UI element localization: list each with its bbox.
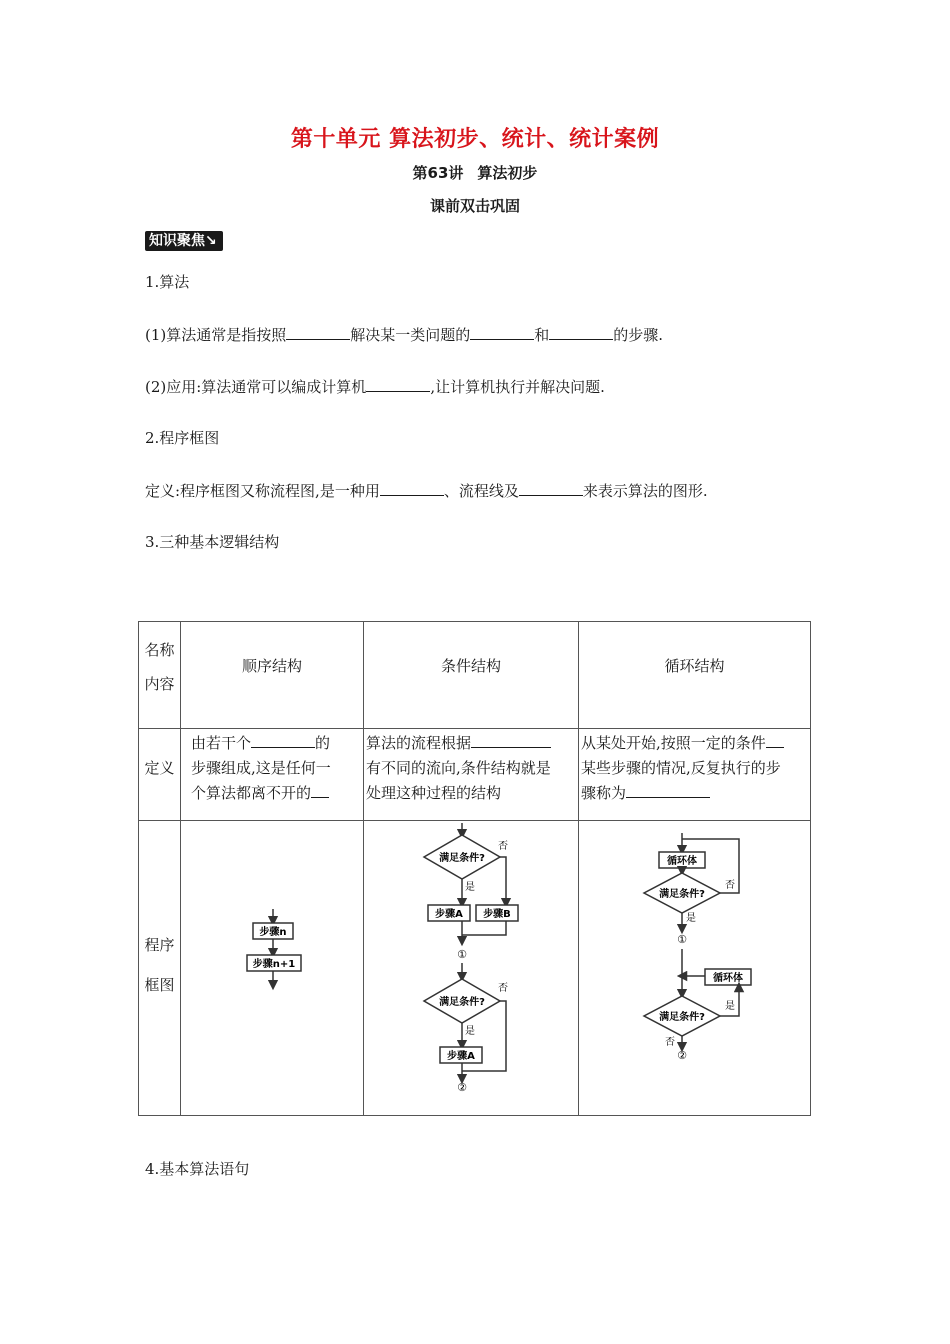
fill-blank[interactable] bbox=[251, 731, 315, 748]
step-a-label-2: 步骤A bbox=[447, 1051, 475, 1062]
text-part: 有不同的流向,条件结构就是 bbox=[366, 759, 551, 777]
fill-blank[interactable] bbox=[366, 375, 430, 392]
item-1b bbox=[145, 375, 605, 398]
sequential-flowchart bbox=[181, 821, 363, 1111]
step-n1-label: 步骤n+1 bbox=[252, 959, 296, 970]
loop-condition-label: 满足条件? bbox=[659, 889, 705, 900]
knowledge-badge: 知识聚焦↘ bbox=[145, 231, 223, 251]
item-4-heading: 4.基本算法语句 bbox=[145, 1160, 250, 1178]
header-name-line2: 内容 bbox=[144, 675, 175, 693]
definition-sequential bbox=[181, 729, 364, 821]
header-name-cell bbox=[139, 622, 181, 729]
connector-2: ② bbox=[457, 1081, 467, 1094]
section-title: 课前双击巩固 bbox=[429, 197, 520, 215]
yes-label: 是 bbox=[465, 882, 475, 893]
loop-body-label-2: 循环体 bbox=[713, 973, 743, 984]
text-part: 个算法都离不开的 bbox=[191, 784, 312, 802]
loop-yes-label-2: 是 bbox=[725, 1001, 735, 1012]
header-loop: 循环结构 bbox=[579, 622, 811, 729]
loop-condition-label-2: 满足条件? bbox=[659, 1012, 705, 1023]
lecture-heading bbox=[0, 162, 950, 183]
text-part: 从某处开始,按照一定的条件 bbox=[581, 734, 766, 752]
fill-blank[interactable] bbox=[380, 479, 444, 496]
connector-1: ① bbox=[457, 948, 467, 961]
text-part: 的 bbox=[315, 734, 331, 752]
conditional-flowchart bbox=[364, 821, 578, 1111]
step-n-label: 步骤n bbox=[259, 927, 287, 938]
conditional-flowchart-cell bbox=[364, 821, 579, 1116]
text-part: 某些步骤的情况,反复执行的步 bbox=[581, 759, 781, 777]
text-part: 和 bbox=[534, 326, 550, 344]
loop-no-label: 否 bbox=[725, 880, 735, 891]
item-1a bbox=[145, 323, 663, 346]
fill-blank[interactable] bbox=[286, 323, 350, 340]
text-part: 处理这种过程的结构 bbox=[366, 784, 502, 802]
table-header-row bbox=[139, 622, 811, 729]
text-part: (2)应用:算法通常可以编成计算机 bbox=[145, 378, 367, 396]
loop-yes-label: 是 bbox=[686, 913, 696, 924]
flowchart-label bbox=[139, 821, 181, 1116]
fill-blank[interactable] bbox=[311, 781, 329, 798]
condition-label: 满足条件? bbox=[439, 853, 485, 864]
fill-blank[interactable] bbox=[549, 323, 613, 340]
text-part: 步骤组成,这是任何一 bbox=[191, 759, 331, 777]
fill-blank[interactable] bbox=[766, 731, 784, 748]
flowchart-label-line1: 程序 bbox=[144, 936, 175, 954]
fill-blank[interactable] bbox=[471, 731, 551, 748]
loop-connector-1: ① bbox=[677, 933, 687, 946]
definition-loop bbox=[579, 729, 811, 821]
text-part: 的步骤. bbox=[613, 326, 664, 344]
structures-table bbox=[138, 621, 811, 1116]
definition-row bbox=[139, 729, 811, 821]
loop-connector-2: ② bbox=[677, 1049, 687, 1062]
lecture-number: 第63讲 bbox=[412, 164, 464, 182]
definition-label: 定义 bbox=[139, 729, 181, 821]
definition-conditional bbox=[364, 729, 579, 821]
header-conditional: 条件结构 bbox=[364, 622, 579, 729]
loop-no-label-2: 否 bbox=[665, 1037, 675, 1048]
text-part: 骤称为 bbox=[581, 784, 627, 802]
item-3-heading: 3.三种基本逻辑结构 bbox=[145, 533, 280, 551]
no-label-2: 否 bbox=[498, 983, 508, 994]
step-b-label: 步骤B bbox=[483, 909, 511, 920]
item-2-heading: 2.程序框图 bbox=[145, 429, 220, 447]
sequential-flowchart-cell bbox=[181, 821, 364, 1116]
flowchart-row bbox=[139, 821, 811, 1116]
loop-flowchart-cell bbox=[579, 821, 811, 1116]
text-part: 定义:程序框图又称流程图,是一种用 bbox=[145, 482, 380, 500]
yes-label-2: 是 bbox=[465, 1026, 475, 1037]
header-name-line1: 名称 bbox=[144, 641, 175, 659]
flowchart-label-line2: 框图 bbox=[144, 976, 175, 994]
lecture-title: 算法初步 bbox=[477, 164, 538, 182]
text-part: 解决某一类问题的 bbox=[350, 326, 471, 344]
no-label: 否 bbox=[498, 841, 508, 852]
fill-blank[interactable] bbox=[519, 479, 583, 496]
item-2a bbox=[145, 479, 708, 502]
header-sequential: 顺序结构 bbox=[181, 622, 364, 729]
unit-title: 第十单元 算法初步、统计、统计案例 bbox=[290, 127, 660, 152]
item-1-heading: 1.算法 bbox=[145, 273, 190, 291]
condition-label-2: 满足条件? bbox=[439, 997, 485, 1008]
fill-blank[interactable] bbox=[470, 323, 534, 340]
text-part: ,让计算机执行并解决问题. bbox=[430, 378, 605, 396]
text-part: 算法的流程根据 bbox=[366, 734, 472, 752]
loop-body-label: 循环体 bbox=[667, 856, 697, 867]
text-part: 由若干个 bbox=[191, 734, 252, 752]
fill-blank[interactable] bbox=[626, 781, 710, 798]
text-part: 、流程线及 bbox=[443, 482, 519, 500]
step-a-label: 步骤A bbox=[435, 909, 463, 920]
text-part: (1)算法通常是指按照 bbox=[145, 326, 287, 344]
loop-flowchart bbox=[579, 821, 810, 1111]
text-part: 来表示算法的图形. bbox=[582, 482, 708, 500]
